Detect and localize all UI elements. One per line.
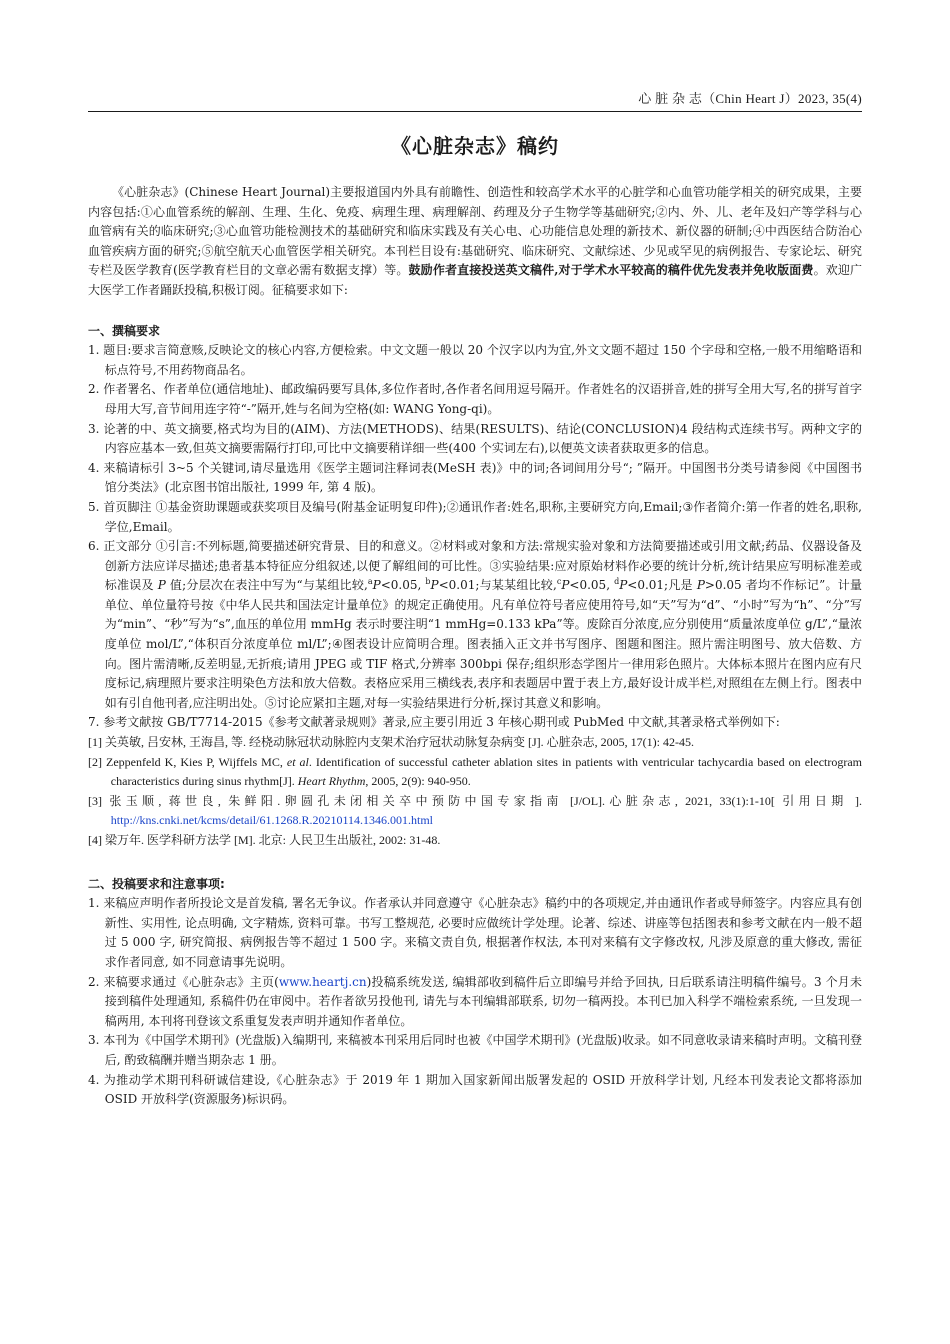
p-symbol: P	[430, 578, 439, 593]
superscript: c	[556, 577, 562, 587]
ref-text: . Identification of successful catheter ablation sites in patients with ventricular tachycardia based on electrogram characteristics during sinus rhythm[J].	[110, 754, 863, 789]
section-heading-writing: 一、撰稿要求	[88, 323, 161, 338]
running-head: 心 脏 杂 志（Chin Heart J）2023, 35(4)	[638, 91, 862, 106]
item-text: )投稿系统发送, 编辑部收到稿件后立即编号并给予回执, 日后联系请注明稿件编号。3 个月未接到稿件处理通知, 系稿件仍在审阅中。若作者欲另投他刊, 请先与本刊编辑部联系, 切勿一稿两投。本刊已加入科学不端检索系统, 一旦发现一稿两用, 本刊将刊登该文系重复发表声明并通知作者单位。	[104, 974, 862, 1028]
item-text: 2. 来稿要求通过《心脏杂志》主页(	[88, 974, 279, 989]
item-text: >0.05 者均不作标记”。计量单位、单位量符号按《中华人民共和国法定计量单位》的规定正确使用。凡有单位符号者应使用符号,如“天”写为“d”、“小时”写为“h”、“分”写为“min”、“秒”写为“s”,血压的单位用 mmHg 表示时要注明“1 mmHg=0.133 kPa”等。废除百分浓度,应分别使用“质量浓度单位 g/L”,“量浓度单位 mol/L”,“体积百分浓度单位 ml/L”;④图表设计应简明合理。图表插入正文并书写图序、图题和图注。照片需注明图号、放大倍数、方向。图片需清晰,反差明显,无折痕;请用 JPEG 或 TIF 格式,分辨率 300bpi 保存;组织形态学图片一律用彩色照片。大体标本照片在图内应有尺度标记,病理照片要求注明染色方法和放大倍数。表格应采用三横线表,表序和表题居中置于表上方,最好设计成半栏,对照组在左侧上行。图表中如有引自他刊者,应注明出处。⑤讨论应紧扣主题,对每一实验结果进行分析,探讨其意义和影响。	[104, 578, 862, 710]
item-text: 6. 正文部分 ①引言:不列标题,简要描述研究背景、目的和意义。②材料或对象和方法:常规实验对象和方法简要描述或引用文献;药品、仪器设备及创新方法应详尽描述;患者基本特征应分组叙述,以便了解组间的可比性。③实验结果:应对原始材料作必要的统计分析,统计结果应写明标准差或标准误及	[88, 539, 862, 593]
item-text: 值;分层次在表注中写为“与某组比较,	[165, 578, 368, 593]
page-title: 《心脏杂志》稿约	[391, 134, 559, 158]
ref-text: , 2005, 2(9): 940-950.	[365, 774, 471, 789]
list-item: 7. 参考文献按 GB/T7714-2015《参考文献著录规则》著录,应主要引用近 3 年核心期刊或 PubMed 中文献,其著录格式举例如下:	[88, 715, 780, 730]
list-item: 4. 为推动学术期刊科研诚信建设,《心脏杂志》于 2019 年 1 期加入国家新闻出版署发起的 OSID 开放科学计划, 凡经本刊发表论文都将添加 OSID 开放科学(资源服务)标识码。	[88, 1072, 862, 1107]
superscript: d	[614, 577, 620, 587]
list-item: 3. 本刊为《中国学术期刊》(光盘版)入编期刊, 来稿被本刊采用后同时也被《中国学术期刊》(光盘版)收录。如不同意收录请来稿时声明。文稿刊登后, 酌致稿酬并赠当期杂志 1 册。	[88, 1033, 862, 1067]
intro-text: 《心脏杂志》(Chinese Heart Journal)主要报道国内外具有前瞻性、创造性和较高学术水平的心脏学和心血管功能学相关的研究成果，主要内容包括:①心血管系统的解剖、生理、生化、免疫、病理生理、病理解剖、药理及分子生物学等基础研究;②内、外、儿、老年及妇产等学科与心血管病有关的临床研究;③心血管功能检测技术的基础研究和临床实践及有关心电、心功能信息处理的新技术、新仪器的研制;④中西医结合防治心血管疾病方面的研究;⑤航空航天心血管医学相关研究。本刊栏目设有:基础研究、临床研究、文献综述、少见或罕见的病例报告、专家论坛、研究专栏及医学教育(医学教育栏目的文章必需有数据支撑）等。	[88, 185, 862, 278]
p-symbol: P	[619, 578, 628, 593]
header-rule	[88, 111, 862, 112]
homepage-link[interactable]: www.heartj.cn	[278, 974, 367, 989]
list-item	[88, 973, 862, 1032]
item-text: <0.05,	[569, 578, 615, 593]
list-item: 1. 题目:要求言简意赅,反映论文的核心内容,方便检索。中文文题一般以 20 个汉字以内为宜,外文文题不超过 150 个字母和空格,一般不用缩略语和标点符号,不用药物商品名。	[88, 343, 862, 377]
list-item	[88, 537, 862, 713]
p-symbol: P	[561, 578, 570, 593]
p-symbol: P	[372, 578, 381, 593]
list-item: 5. 首页脚注 ①基金资助课题或获奖项目及编号(附基金证明复印件);②通讯作者:姓名,职称,主要研究方向,Email;③作者简介:第一作者的姓名,职称,学位,Email。	[88, 499, 862, 534]
list-item: 1. 来稿应声明作者所投论文是首发稿, 署名无争议。作者承认并同意遵守《心脏杂志》稿约中的各项规定,并由通讯作者或导师签字。内容应具有创新性、实用性, 论点明确, 文字精炼, 资料可靠。书写工整规范, 必要时应做统计学处理。论著、综述、讲座等包括图表和参考文献在内一般不超过 5 000 字, 研究简报、病例报告等不超过 1 500 字。来稿文责自负, 根据著作权法, 本刊对来稿有文字修改权, 凡涉及原意的重大修改, 需征求作者同意, 如不同意请事先说明。	[88, 896, 862, 969]
list-item: 2. 作者署名、作者单位(通信地址)、邮政编码要写具体,多位作者时,各作者名间用逗号隔开。作者姓名的汉语拼音,姓的拼写全用大写,名的拼写首字母用大写,音节间用连字符“-”隔开,姓与名间为空格(如: WANG Yong-qi)。	[88, 382, 862, 416]
ref-etal: et al	[286, 754, 309, 769]
list-item: 3. 论著的中、英文摘要,格式均为目的(AIM)、方法(METHODS)、结果(RESULTS)、结论(CONCLUSION)4 段结构式连续书写。两种文字的内容应基本一致,但英文摘要需隔行打印,可比中文摘要稍详细一些(400 个实词左右),以便英文读者获取更多的信息。	[88, 421, 862, 456]
item-text: <0.01;与某某组比较,	[438, 578, 557, 593]
reference-item	[88, 753, 862, 792]
reference-item: [1] 关英敏, 吕安林, 王海昌, 等. 经桡动脉冠状动脉腔内支架术治疗冠状动脉复杂病变 [J]. 心脏杂志, 2005, 17(1): 42-45.	[88, 735, 694, 750]
article-body	[88, 183, 862, 1110]
p-symbol: P	[157, 578, 166, 593]
ref-url-link[interactable]: http://kns.cnki.net/kcms/detail/61.1268.R.20210114.1346.001.html	[110, 813, 434, 828]
superscript: a	[367, 577, 373, 587]
ref-text: [2] Zeppenfeld K, Kies P, Wijffels MC,	[88, 754, 287, 769]
intro-text-end: 。欢迎广大医学工作者踊跃投稿,积极订阅。征稿要求如下:	[88, 263, 862, 297]
intro-bold-text: 鼓励作者直接投送英文稿件,对于学术水平较高的稿件优先发表并免收版面费	[408, 263, 814, 278]
item-text: <0.01;凡是	[627, 578, 697, 593]
p-symbol: P	[696, 578, 705, 593]
list-item: 4. 来稿请标引 3~5 个关键词,请尽量选用《医学主题词注释词表(MeSH 表)》中的词;各词间用分号“; ”隔开。中国图书分类号请参阅《中国图书馆分类法》(北京图书馆出版社, 1999 年, 第 4 版)。	[88, 460, 862, 495]
ref-text: [3] 张玉顺, 蒋世良, 朱鲜阳.卵圆孔未闭相关卒中预防中国专家指南 [J/OL].心脏杂志, 2021, 33(1):1-10[ 引用日期 ].	[88, 793, 862, 808]
reference-item	[88, 792, 862, 831]
item-text: <0.05,	[380, 578, 426, 593]
reference-item: [4] 梁万年. 医学科研方法学 [M]. 北京: 人民卫生出版社, 2002: 31-48.	[88, 833, 441, 847]
section-heading-submission: 二、投稿要求和注意事项:	[88, 876, 225, 891]
ref-journal: Heart Rhythm	[297, 774, 366, 789]
intro-paragraph	[88, 183, 862, 301]
superscript: b	[425, 577, 431, 587]
